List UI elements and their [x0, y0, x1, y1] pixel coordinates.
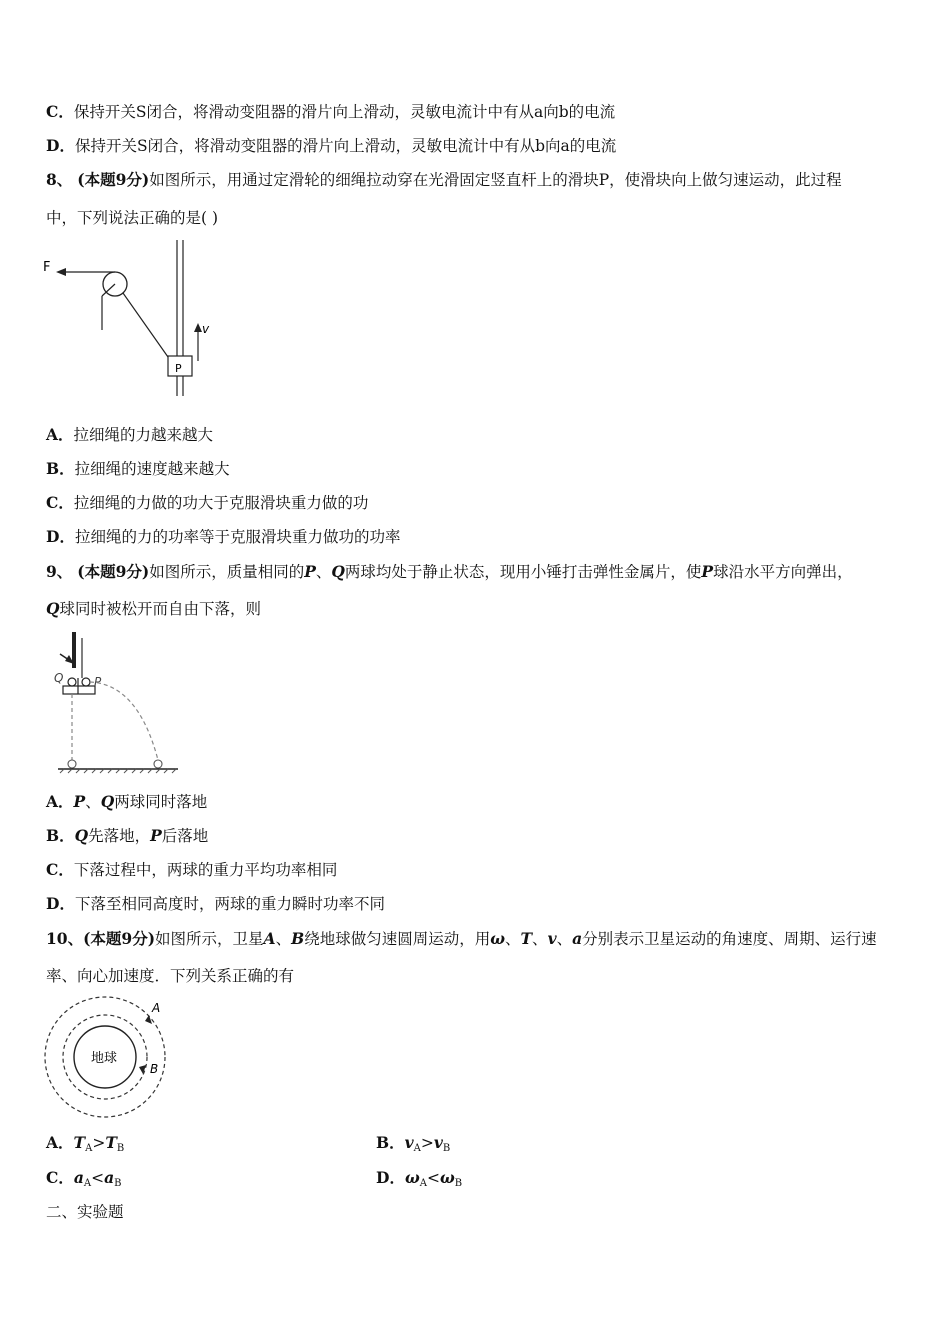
- separator: 、: [85, 793, 101, 811]
- option-text: 保持开关S闭合，将滑动变阻器的滑片向上滑动，灵敏电流计中有从b向a的电流: [74, 137, 617, 155]
- option-operator: >: [92, 1134, 106, 1152]
- q-label: Q: [54, 671, 64, 685]
- separator: 、: [532, 930, 548, 948]
- option-label: A．: [46, 425, 74, 444]
- ball-q: [68, 678, 76, 686]
- option-operator: <: [426, 1169, 440, 1187]
- ball-p: [82, 678, 90, 686]
- question-text: 绕地球做匀速圆周运动，用: [304, 930, 491, 948]
- q7-option-d: [46, 136, 616, 156]
- option-label: B．: [46, 459, 75, 478]
- q10-option-b: [376, 1133, 450, 1159]
- question-score: (本题9分): [77, 170, 150, 189]
- q8-option-a: [46, 425, 213, 445]
- question-score: (本题9分): [77, 562, 150, 581]
- option-label: B．: [376, 1133, 405, 1152]
- separator: 、: [275, 930, 292, 948]
- option-rhs-sub: B: [116, 1143, 125, 1154]
- q9-option-c: [46, 860, 337, 880]
- option-lhs-sub: A: [419, 1178, 427, 1189]
- option-label: D．: [46, 527, 75, 546]
- separator: 、: [504, 930, 521, 948]
- option-rhs: T: [105, 1133, 117, 1152]
- option-text: 拉细绳的力越来越大: [73, 426, 214, 444]
- sat-a-label: A: [152, 1001, 161, 1015]
- option-text: 下落至相同高度时，两球的重力瞬时功率不同: [74, 895, 385, 913]
- question-text: 分别表示卫星运动的角速度、周期、运行速: [582, 930, 877, 948]
- option-label: B．: [46, 826, 75, 845]
- option-text: 保持开关S闭合，将滑动变阻器的滑片向上滑动，灵敏电流计中有从a向b的电流: [73, 103, 616, 121]
- velocity-symbol: v: [547, 929, 557, 948]
- q8-pulley-figure: [40, 236, 230, 406]
- ball-p-symbol: P: [701, 562, 714, 581]
- option-lhs: v: [404, 1133, 414, 1152]
- sat-b-arrow-icon: [139, 1065, 146, 1074]
- acceleration-symbol: a: [572, 929, 583, 948]
- option-text: 下落过程中，两球的重力平均功率相同: [73, 861, 338, 879]
- ball-q-symbol: Q: [74, 826, 89, 845]
- option-rhs-sub: B: [442, 1143, 451, 1154]
- rope-inclined: [123, 293, 168, 357]
- option-label: D．: [376, 1168, 405, 1187]
- separator: 、: [315, 563, 332, 581]
- option-operator: >: [420, 1134, 434, 1152]
- question-text: 如图所示，用通过定滑轮的细绳拉动穿在光滑固定竖直杆上的滑块P，使滑块向上做匀速运动，此过程: [149, 171, 842, 189]
- q8-option-b: [46, 459, 230, 479]
- option-label: D．: [46, 136, 75, 155]
- option-text: 后落地: [161, 827, 209, 845]
- q10-orbit-figure: [42, 994, 172, 1120]
- ball-q-symbol: Q: [331, 562, 345, 581]
- ball-p-landed: [154, 760, 162, 768]
- question-text: 率、向心加速度．下列关系正确的有: [46, 967, 295, 985]
- option-label: C．: [46, 860, 74, 879]
- velocity-label: v: [202, 322, 210, 336]
- option-rhs: ω: [439, 1168, 455, 1187]
- sat-b-symbol: B: [291, 929, 305, 948]
- option-label: C．: [46, 1168, 74, 1187]
- force-arrow-icon: [56, 268, 66, 276]
- separator: 、: [556, 930, 573, 948]
- question-text: 两球均处于静止状态，现用小锤打击弹性金属片，使: [344, 563, 702, 581]
- q10-option-c: [46, 1168, 122, 1194]
- option-rhs: a: [104, 1168, 115, 1187]
- question-text: 如图所示，卫星: [155, 930, 264, 948]
- q8-stem-line2: [46, 208, 218, 228]
- q8-option-d: [46, 527, 400, 547]
- q9-option-a: [46, 792, 207, 812]
- ball-q-symbol: Q: [100, 792, 115, 811]
- sat-b-label: B: [150, 1062, 159, 1076]
- block-label: P: [175, 362, 182, 375]
- apparatus-base: [63, 686, 95, 694]
- p-label: P: [94, 675, 102, 689]
- ball-p-symbol: P: [73, 792, 86, 811]
- option-text: 先落地，: [88, 827, 151, 845]
- sat-a-symbol: A: [263, 929, 276, 948]
- option-lhs-sub: A: [413, 1143, 421, 1154]
- question-score: (本题9分): [83, 929, 156, 948]
- option-text: 拉细绳的速度越来越大: [74, 460, 230, 478]
- question-number: 8、: [46, 170, 73, 189]
- option-lhs-sub: A: [83, 1178, 92, 1189]
- option-label: A．: [46, 1133, 74, 1152]
- period-symbol: T: [520, 929, 533, 948]
- p-projectile-path: [90, 682, 158, 760]
- q9-option-d: [46, 894, 385, 914]
- option-rhs-sub: B: [114, 1178, 122, 1189]
- sat-a-arrow-icon: [145, 1015, 152, 1024]
- q8-stem-line1: [46, 170, 842, 190]
- question-number: 9、: [46, 562, 73, 581]
- option-label: A．: [46, 792, 74, 811]
- ball-q-symbol: Q: [46, 599, 60, 618]
- omega-symbol: ω: [490, 929, 505, 948]
- section-heading: 二、实验题: [46, 1203, 124, 1221]
- q8-option-c: [46, 493, 368, 513]
- option-text: 拉细绳的力的功率等于克服滑块重力做功的功率: [74, 528, 401, 546]
- option-rhs: v: [433, 1133, 443, 1152]
- question-text: 球同时被松开而自由下落，则: [59, 600, 262, 618]
- question-text: 如图所示，质量相同的: [149, 563, 305, 581]
- q7-option-c: [46, 102, 615, 122]
- option-lhs: T: [73, 1133, 86, 1152]
- q9-option-b: [46, 826, 208, 846]
- velocity-arrow-icon: [194, 323, 202, 332]
- ball-p-symbol: P: [150, 826, 162, 845]
- question-text: 球沿水平方向弹出，: [713, 563, 853, 581]
- q10-option-d: [376, 1168, 462, 1194]
- option-text: 拉细绳的力做的功大于克服滑块重力做的功: [73, 494, 369, 512]
- question-number: 10、: [46, 929, 84, 948]
- ball-p-symbol: P: [304, 562, 316, 581]
- q10-option-a: [46, 1133, 124, 1159]
- option-lhs: ω: [404, 1168, 420, 1187]
- q10-stem-line2: [46, 966, 294, 986]
- question-text: 中，下列说法正确的是( ): [46, 209, 219, 227]
- earth-label: 地球: [91, 1051, 118, 1066]
- q10-stem-line1: [46, 929, 877, 949]
- option-text: 两球同时落地: [114, 793, 208, 811]
- option-label: C．: [46, 493, 74, 512]
- force-label: F: [43, 260, 51, 275]
- option-operator: <: [91, 1169, 105, 1187]
- option-label: D．: [46, 894, 75, 913]
- ball-q-landed: [68, 760, 76, 768]
- q9-stem-line1: [46, 562, 853, 582]
- option-lhs: a: [73, 1168, 84, 1187]
- option-rhs-sub: B: [454, 1178, 463, 1189]
- q9-fall-figure: [48, 628, 188, 778]
- q9-stem-line2: [46, 599, 261, 619]
- option-lhs-sub: A: [85, 1143, 93, 1154]
- option-label: C．: [46, 102, 74, 121]
